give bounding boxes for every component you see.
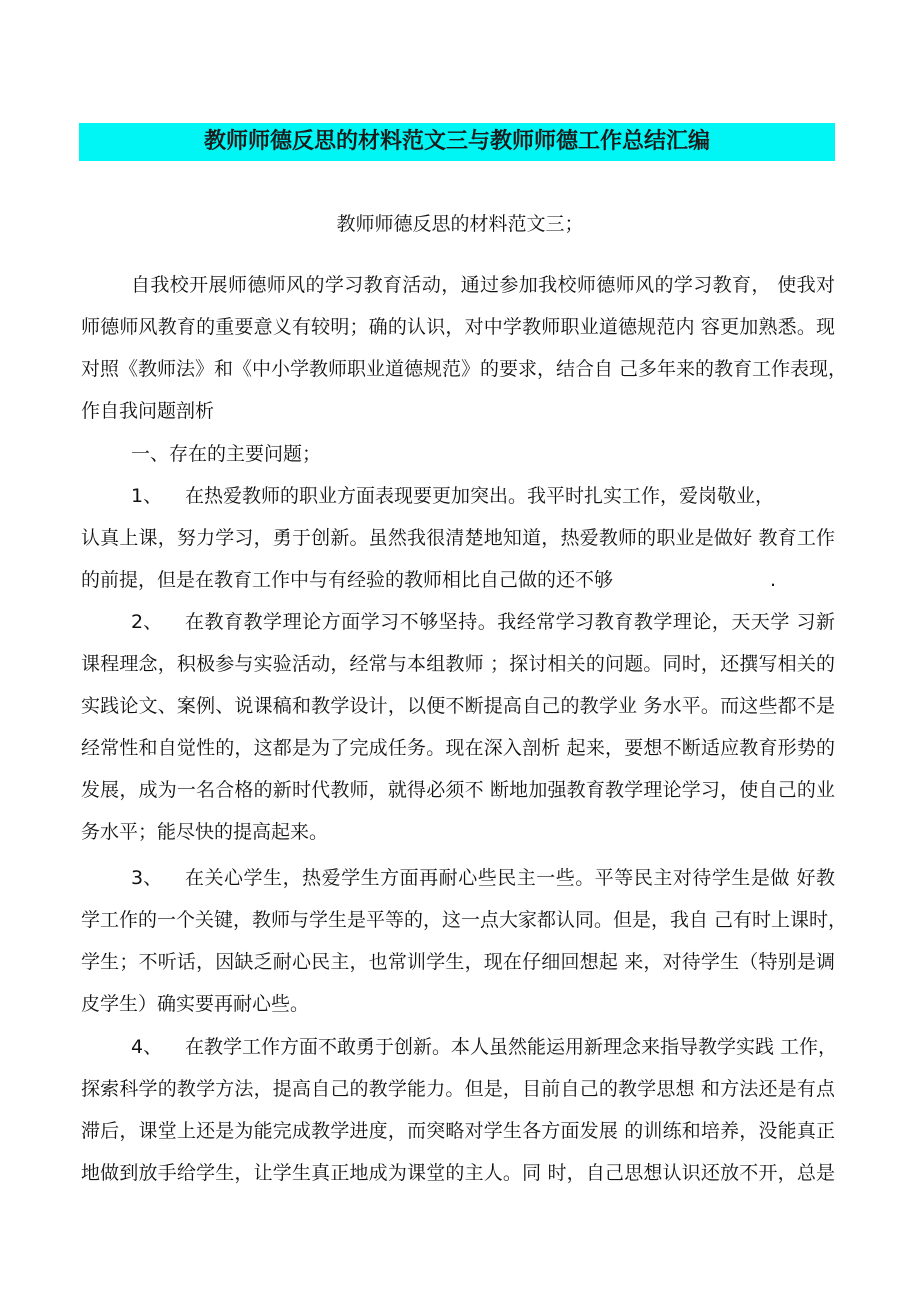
paragraph-line: 认真上课，努力学习，勇于创新。虽然我很清楚地知道，热爱教师的职业是做好 教育工作 [81,527,835,549]
item-number: 1、 [131,485,163,507]
paragraph-line: 地做到放手给学生，让学生真正地成为课堂的主人。同 时，自己思想认识还放不开，总是 [81,1162,835,1184]
paragraph-line: 学生；不听话，因缺乏耐心民主，也常训学生，现在仔细回想起 来，对待学生（特别是调 [81,951,835,973]
item-number: 3、 [131,867,163,889]
paragraph-line: 在热爱教师的职业方面表现要更加突出。我平时扎实工作，爱岗敬业， [185,485,775,507]
paragraph-line: 在教育教学理论方面学习不够坚持。我经常学习教育教学理论，天天学 习新 [185,611,835,633]
paragraph-line: 务水平；能尽快的提高起来。 [81,821,329,843]
document-subtitle: 教师师德反思的材料范文三； [336,213,584,235]
section-heading: 一、存在的主要问题； [131,443,322,465]
title-banner [79,123,835,161]
document-title: 教师师德反思的材料范文三与教师师德工作总结汇编 [203,129,710,154]
paragraph-line: 发展，成为一名合格的新时代教师，就得必须不 断地加强教育教学理论学习，使自己的业 [81,779,835,801]
paragraph-line: 师德师风教育的重要意义有较明；确的认识，对中学教师职业道德规范内 容更加熟悉。现 [81,316,835,338]
item-number: 2、 [131,611,163,633]
paragraph-line: 滞后，课堂上还是为能完成教学进度，而突略对学生各方面发展 的训练和培养，没能真正 [81,1120,835,1142]
paragraph-line: 的前提，但是在教育工作中与有经验的教师相比自己做的还不够 . [81,569,777,591]
paragraph-line: 自我校开展师德师风的学习教育活动，通过参加我校师德师风的学习教育， 使我对 [131,274,835,296]
paragraph-line: 作自我问题剖析 [81,400,215,422]
paragraph-line: 皮学生）确实要再耐心些。 [81,993,310,1015]
paragraph-line: 学工作的一个关键，教师与学生是平等的，这一点大家都认同。但是，我自 己有时上课时， [81,909,848,931]
paragraph-line: 经常性和自觉性的，这都是为了完成任务。现在深入剖析 起来，要想不断适应教育形势的 [81,737,835,759]
paragraph-line: 实践论文、案例、说课稿和教学设计，以便不断提高自己的教学业 务水平。而这些都不是 [81,695,835,717]
item-number: 4、 [131,1036,163,1058]
paragraph-line: 在关心学生，热爱学生方面再耐心些民主一些。平等民主对待学生是做 好教 [185,867,835,889]
paragraph-line: 探索科学的教学方法，提高自己的教学能力。但是，目前自己的教学思想 和方法还是有点 [81,1078,835,1100]
paragraph-line: 对照《教师法》和《中小学教师职业道德规范》的要求，结合自 己多年来的教育工作表现， [81,358,848,380]
paragraph-line: 在教学工作方面不敢勇于创新。本人虽然能运用新理念来指导教学实践 工作， [185,1036,838,1058]
paragraph-line: 课程理念，积极参与实验活动，经常与本组教师 ；探讨相关的问题。同时，还撰写相关的 [81,653,835,675]
